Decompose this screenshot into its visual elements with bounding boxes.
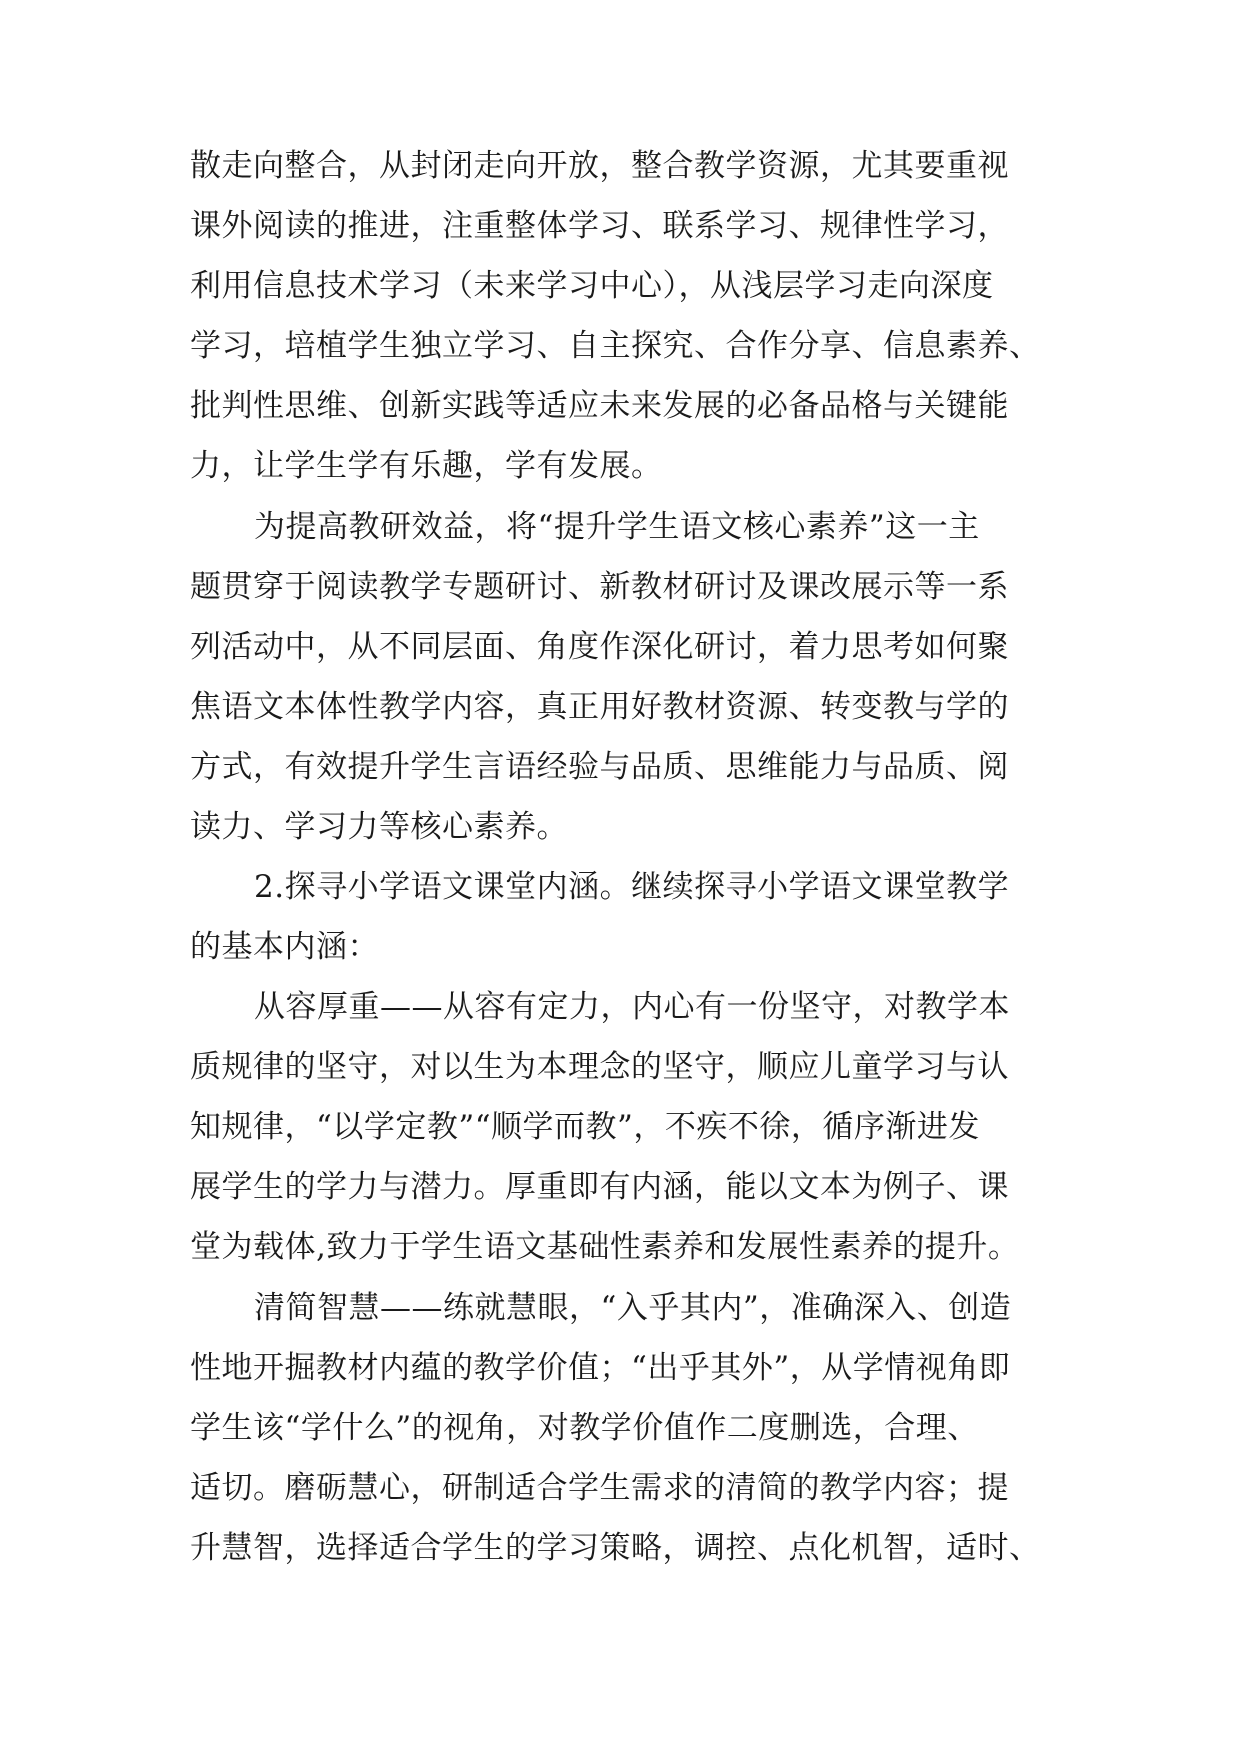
text-line: 课外阅读的推进，注重整体学习、联系学习、规律性学习， <box>190 208 1009 244</box>
section-heading-line: 2.探寻小学语文课堂内涵。继续探寻小学语文课堂教学 <box>254 869 1010 905</box>
text-line: 堂为载体,致力于学生语文基础性素养和发展性素养的提升。 <box>190 1229 1020 1265</box>
paragraph-first-line: 从容厚重——从容有定力，内心有一份坚守，对教学本 <box>254 989 1010 1025</box>
text-line: 适切。磨砺慧心，研制适合学生需求的清简的教学内容；提 <box>190 1470 1009 1506</box>
text-line: 利用信息技术学习（未来学习中心），从浅层学习走向深度 <box>190 268 994 304</box>
paragraph-first-line: 清简智慧——练就慧眼，“入乎其内”，准确深入、创造 <box>254 1290 1012 1326</box>
text-line: 焦语文本体性教学内容，真正用好教材资源、转变教与学的 <box>190 689 1009 725</box>
text-line: 学习，培植学生独立学习、自主探究、合作分享、信息素养、 <box>190 328 1041 364</box>
text-line: 性地开掘教材内蕴的教学价值；“出乎其外”，从学情视角即 <box>190 1350 1011 1386</box>
text-line: 展学生的学力与潜力。厚重即有内涵，能以文本为例子、课 <box>190 1169 1009 1205</box>
text-line: 升慧智，选择适合学生的学习策略，调控、点化机智，适时、 <box>190 1530 1041 1566</box>
text-line: 知规律，“以学定教”“顺学而教”，不疾不徐，循序渐进发 <box>190 1109 980 1145</box>
text-line: 质规律的坚守，对以生为本理念的坚守，顺应儿童学习与认 <box>190 1049 1009 1085</box>
text-line: 的基本内涵： <box>190 929 379 965</box>
text-line: 批判性思维、创新实践等适应未来发展的必备品格与关键能 <box>190 388 1009 424</box>
text-line: 列活动中，从不同层面、角度作深化研讨，着力思考如何聚 <box>190 629 1009 665</box>
text-line: 方式，有效提升学生言语经验与品质、思维能力与品质、阅 <box>190 749 1009 785</box>
text-line: 学生该“学什么”的视角，对教学价值作二度删选，合理、 <box>190 1410 979 1446</box>
text-line: 读力、学习力等核心素养。 <box>190 809 568 845</box>
text-line: 力，让学生学有乐趣，学有发展。 <box>190 448 663 484</box>
text-line: 散走向整合，从封闭走向开放，整合教学资源，尤其要重视 <box>190 148 1009 184</box>
paragraph-first-line: 为提高教研效益，将“提升学生语文核心素养”这一主 <box>254 509 980 545</box>
text-line: 题贯穿于阅读教学专题研讨、新教材研讨及课改展示等一系 <box>190 569 1009 605</box>
